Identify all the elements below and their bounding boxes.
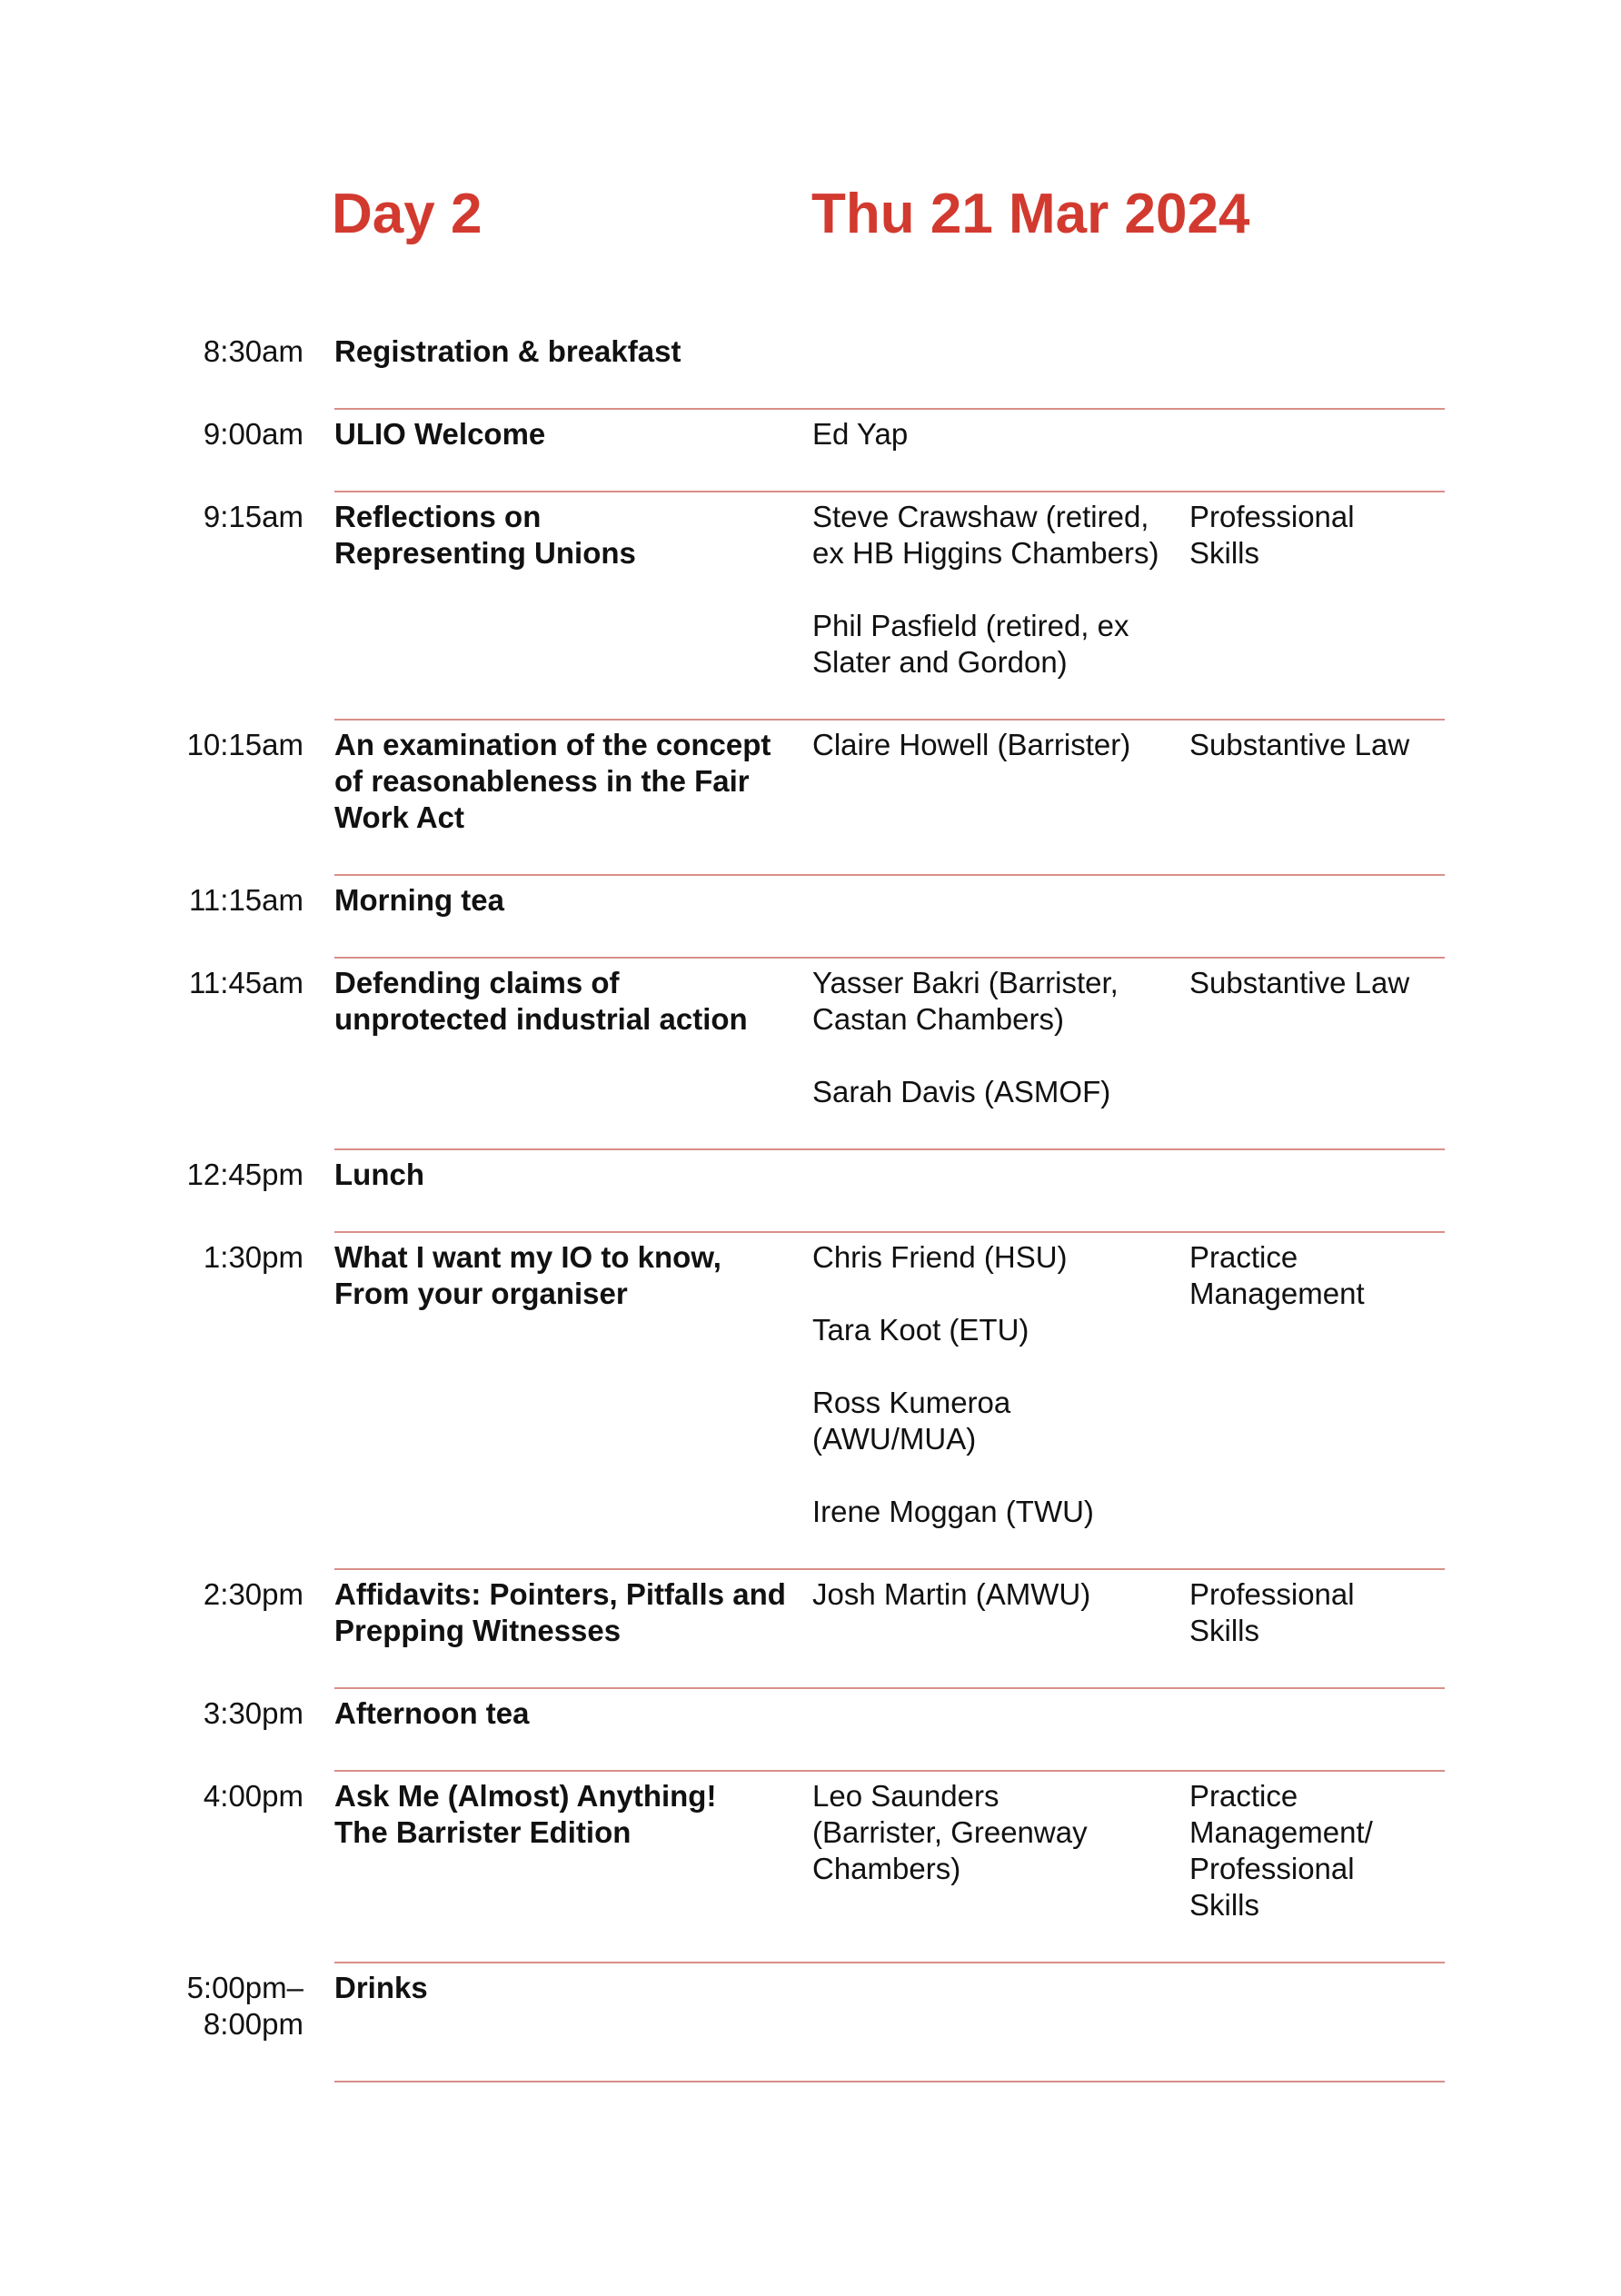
schedule-row xyxy=(0,1150,1621,1233)
session-speakers xyxy=(812,1778,1189,1887)
schedule-row xyxy=(0,1772,1621,1963)
session-category: Substantive Law xyxy=(1189,728,1410,761)
session-title: Defending claims of unprotected industrial action xyxy=(334,966,748,1036)
speaker-name: Ross Kumeroa (AWU/MUA) xyxy=(812,1386,1011,1456)
schedule-row xyxy=(0,876,1621,959)
speaker-name: Steve Crawshaw (retired, ex HB Higgins Chambers) xyxy=(812,500,1159,570)
speaker-name: Irene Moggan (TWU) xyxy=(812,1495,1094,1528)
session-time: 11:45am xyxy=(189,966,303,999)
session-title: Morning tea xyxy=(334,883,504,917)
session-time: 11:15am xyxy=(189,883,303,917)
session-speakers xyxy=(812,965,1189,1110)
session-title: Reflections on Representing Unions xyxy=(334,500,636,570)
session-speakers xyxy=(812,1239,1189,1530)
speaker-name: Ed Yap xyxy=(812,417,909,451)
session-title: Drinks xyxy=(334,1971,428,2004)
speaker-name: Yasser Bakri (Barrister, Castan Chambers) xyxy=(812,966,1119,1036)
session-time: 8:30am xyxy=(203,334,303,368)
session-time: 3:30pm xyxy=(203,1696,303,1730)
session-title: Registration & breakfast xyxy=(334,334,681,368)
date-heading: Thu 21 Mar 2024 xyxy=(811,183,1250,245)
speaker-name: Chris Friend (HSU) xyxy=(812,1240,1068,1274)
session-title: Lunch xyxy=(334,1158,424,1191)
session-speakers xyxy=(812,499,1189,681)
session-time: 9:00am xyxy=(203,417,303,451)
schedule-row xyxy=(0,1570,1621,1689)
schedule-row xyxy=(0,1689,1621,1772)
session-category: Professional Skills xyxy=(1189,500,1355,570)
session-speakers xyxy=(812,727,1189,763)
session-title: An examination of the concept of reasonableness in the Fair Work Act xyxy=(334,728,771,834)
schedule-table xyxy=(0,327,1621,2082)
schedule-row xyxy=(0,410,1621,492)
session-time: 5:00pm– 8:00pm xyxy=(186,1971,303,2041)
speaker-name: Tara Koot (ETU) xyxy=(812,1313,1029,1347)
day-heading: Day 2 xyxy=(332,183,482,245)
session-time: 9:15am xyxy=(203,500,303,533)
speaker-name: Sarah Davis (ASMOF) xyxy=(812,1075,1111,1108)
schedule-row xyxy=(0,959,1621,1150)
schedule-row xyxy=(0,492,1621,721)
schedule-row xyxy=(0,1233,1621,1570)
session-speakers xyxy=(812,416,1189,452)
session-category: Practice Management/ Professional Skills xyxy=(1189,1779,1373,1922)
speaker-name: Claire Howell (Barrister) xyxy=(812,728,1131,761)
schedule-row xyxy=(0,721,1621,876)
session-time: 1:30pm xyxy=(203,1240,303,1274)
schedule-row xyxy=(0,327,1621,410)
speaker-name: Leo Saunders (Barrister, Greenway Chambers) xyxy=(812,1779,1088,1885)
session-title: ULIO Welcome xyxy=(334,417,546,451)
session-time: 12:45pm xyxy=(186,1158,303,1191)
session-title: What I want my IO to know, From your organiser xyxy=(334,1240,721,1310)
session-category: Practice Management xyxy=(1189,1240,1365,1310)
session-time: 10:15am xyxy=(186,728,303,761)
session-time: 4:00pm xyxy=(203,1779,303,1813)
session-category: Professional Skills xyxy=(1189,1577,1355,1647)
session-speakers xyxy=(812,1576,1189,1613)
session-title: Afternoon tea xyxy=(334,1696,530,1730)
schedule-row xyxy=(0,1963,1621,2082)
speaker-name: Josh Martin (AMWU) xyxy=(812,1577,1091,1611)
session-title: Ask Me (Almost) Anything! The Barrister Edition xyxy=(334,1779,717,1849)
session-category: Substantive Law xyxy=(1189,966,1410,999)
session-time: 2:30pm xyxy=(203,1577,303,1611)
session-title: Affidavits: Pointers, Pitfalls and Prepping Witnesses xyxy=(334,1577,786,1647)
speaker-name: Phil Pasfield (retired, ex Slater and Gordon) xyxy=(812,609,1129,679)
